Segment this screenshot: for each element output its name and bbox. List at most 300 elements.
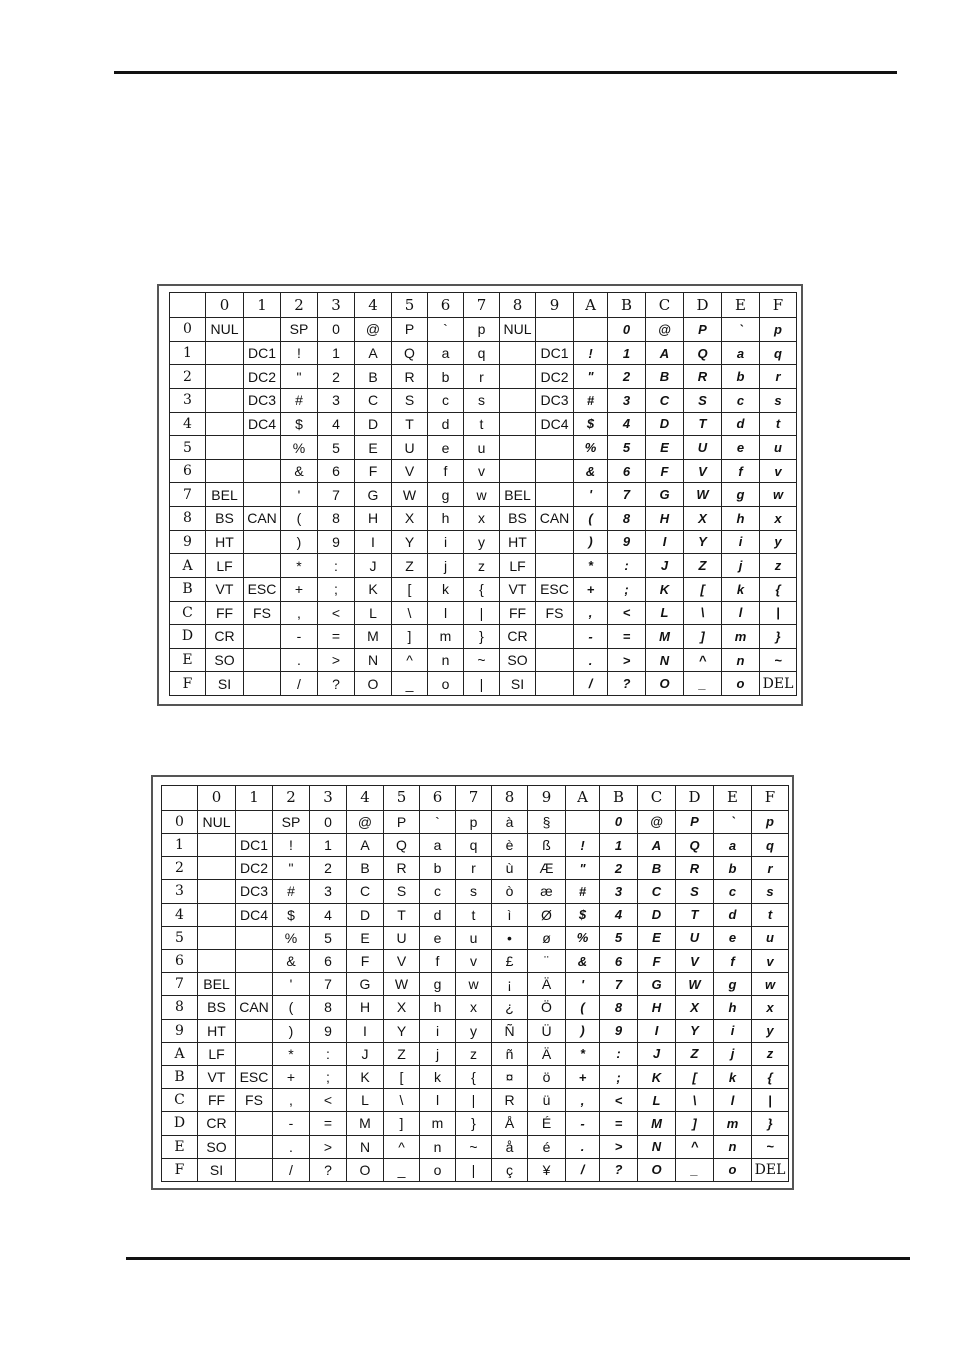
column-header: A xyxy=(566,786,600,811)
code-cell: ; xyxy=(318,577,355,601)
code-cell: J xyxy=(646,554,684,578)
code-cell: SO xyxy=(198,1135,236,1158)
code-cell: 4 xyxy=(318,412,355,436)
code-cell: ì xyxy=(492,903,528,926)
code-cell: a xyxy=(420,833,456,856)
code-cell: e xyxy=(722,436,760,460)
code-cell: u xyxy=(760,436,797,460)
row-header: 1 xyxy=(170,341,206,365)
code-cell: N xyxy=(638,1135,676,1158)
code-cell xyxy=(536,648,574,672)
code-cell xyxy=(536,672,574,696)
code-cell: HT xyxy=(206,530,244,554)
code-cell xyxy=(244,625,281,649)
code-cell: , xyxy=(566,1089,600,1112)
code-cell: 2 xyxy=(310,857,347,880)
code-cell xyxy=(500,412,536,436)
code-cell: j xyxy=(428,554,464,578)
code-cell: A xyxy=(638,833,676,856)
code-cell: t xyxy=(456,903,492,926)
code-cell: D xyxy=(646,412,684,436)
corner-cell xyxy=(162,786,198,811)
code-cell: s xyxy=(456,880,492,903)
code-cell: 6 xyxy=(608,459,646,483)
code-cell: Ñ xyxy=(492,1019,528,1042)
table-row xyxy=(162,1065,789,1088)
table-row xyxy=(170,601,797,625)
column-header: E xyxy=(722,293,760,318)
column-header: C xyxy=(646,293,684,318)
code-cell: ß xyxy=(528,833,566,856)
code-cell: g xyxy=(420,973,456,996)
row-header: 3 xyxy=(162,880,198,903)
code-cell: DC3 xyxy=(244,389,281,413)
code-cell: T xyxy=(676,903,714,926)
code-cell: > xyxy=(600,1135,638,1158)
code-cell xyxy=(198,833,236,856)
code-cell: ø xyxy=(528,926,566,949)
code-cell xyxy=(236,1158,273,1181)
code-cell: r xyxy=(456,857,492,880)
code-cell: • xyxy=(492,926,528,949)
code-cell: ' xyxy=(574,483,608,507)
code-cell: 0 xyxy=(608,318,646,342)
row-header: 9 xyxy=(170,530,206,554)
code-cell: S xyxy=(684,389,722,413)
code-cell: < xyxy=(318,601,355,625)
code-cell: G xyxy=(646,483,684,507)
code-cell: k xyxy=(420,1065,456,1088)
code-cell: f xyxy=(420,949,456,972)
row-header: A xyxy=(170,554,206,578)
code-cell xyxy=(206,341,244,365)
code-cell: x xyxy=(456,996,492,1019)
code-cell: I xyxy=(355,530,392,554)
code-cell: | xyxy=(752,1089,789,1112)
code-cell: FF xyxy=(198,1089,236,1112)
code-cell: + xyxy=(273,1065,310,1088)
code-cell xyxy=(500,341,536,365)
code-cell: i xyxy=(428,530,464,554)
code-cell: y xyxy=(752,1019,789,1042)
code-cell: G xyxy=(347,973,384,996)
code-cell: B xyxy=(347,857,384,880)
code-cell: e xyxy=(428,436,464,460)
row-header: 2 xyxy=(162,857,198,880)
code-cell xyxy=(244,483,281,507)
code-cell: L xyxy=(347,1089,384,1112)
code-cell: S xyxy=(392,389,428,413)
code-cell: g xyxy=(722,483,760,507)
code-cell: SI xyxy=(206,672,244,696)
code-cell: f xyxy=(428,459,464,483)
code-cell: U xyxy=(392,436,428,460)
code-cell: 1 xyxy=(310,833,347,856)
code-cell xyxy=(236,1112,273,1135)
code-cell: I xyxy=(347,1019,384,1042)
column-header: 0 xyxy=(198,786,236,811)
code-cell: h xyxy=(420,996,456,1019)
code-cell: ESC xyxy=(536,577,574,601)
code-cell: K xyxy=(638,1065,676,1088)
table-row xyxy=(162,949,789,972)
row-header: F xyxy=(162,1158,198,1181)
code-cell: z xyxy=(752,1042,789,1065)
code-cell: FF xyxy=(500,601,536,625)
code-cell: { xyxy=(464,577,500,601)
code-cell: d xyxy=(420,903,456,926)
code-cell: p xyxy=(752,810,789,833)
code-cell: CAN xyxy=(244,507,281,531)
code-cell: M xyxy=(347,1112,384,1135)
code-cell: $ xyxy=(566,903,600,926)
column-header: 8 xyxy=(500,293,536,318)
code-cell: LF xyxy=(198,1042,236,1065)
row-header: 0 xyxy=(162,810,198,833)
code-cell: . xyxy=(273,1135,310,1158)
code-cell: # xyxy=(574,389,608,413)
code-cell: v xyxy=(760,459,797,483)
code-cell: " xyxy=(273,857,310,880)
code-cell: R xyxy=(384,857,420,880)
code-cell: ¤ xyxy=(492,1065,528,1088)
code-cell: 9 xyxy=(600,1019,638,1042)
column-header: 9 xyxy=(528,786,566,811)
row-header: 1 xyxy=(162,833,198,856)
column-header: 6 xyxy=(420,786,456,811)
code-cell: ] xyxy=(676,1112,714,1135)
code-cell: Ø xyxy=(528,903,566,926)
code-cell: 8 xyxy=(600,996,638,1019)
code-cell: \ xyxy=(384,1089,420,1112)
code-cell: ) xyxy=(574,530,608,554)
table-row xyxy=(170,625,797,649)
code-cell: S xyxy=(676,880,714,903)
code-cell: $ xyxy=(281,412,318,436)
code-cell: @ xyxy=(347,810,384,833)
table-row xyxy=(170,530,797,554)
code-cell: ) xyxy=(281,530,318,554)
code-cell: b xyxy=(722,365,760,389)
code-cell: ` xyxy=(722,318,760,342)
code-cell: - xyxy=(566,1112,600,1135)
code-cell: b xyxy=(428,365,464,389)
code-cell: * xyxy=(574,554,608,578)
code-cell: | xyxy=(464,672,500,696)
code-cell: n xyxy=(420,1135,456,1158)
code-cell: H xyxy=(638,996,676,1019)
column-header: 1 xyxy=(244,293,281,318)
code-cell: X xyxy=(684,507,722,531)
row-header: 6 xyxy=(170,459,206,483)
code-cell: K xyxy=(347,1065,384,1088)
code-cell: > xyxy=(318,648,355,672)
row-header: 5 xyxy=(162,926,198,949)
code-cell xyxy=(500,436,536,460)
code-cell: r xyxy=(760,365,797,389)
table-row xyxy=(170,554,797,578)
code-cell: Z xyxy=(392,554,428,578)
code-cell: = xyxy=(600,1112,638,1135)
code-cell: [ xyxy=(676,1065,714,1088)
code-cell: & xyxy=(281,459,318,483)
code-cell xyxy=(536,625,574,649)
column-header: 4 xyxy=(347,786,384,811)
code-cell: L xyxy=(646,601,684,625)
code-cell: c xyxy=(714,880,752,903)
code-cell: / xyxy=(566,1158,600,1181)
code-cell: [ xyxy=(392,577,428,601)
code-cell: a xyxy=(722,341,760,365)
code-cell: Z xyxy=(676,1042,714,1065)
code-cell: ] xyxy=(384,1112,420,1135)
code-cell: - xyxy=(574,625,608,649)
code-cell: - xyxy=(273,1112,310,1135)
code-cell xyxy=(198,903,236,926)
code-cell: C xyxy=(347,880,384,903)
code-cell xyxy=(536,459,574,483)
code-cell: A xyxy=(347,833,384,856)
code-cell: m xyxy=(428,625,464,649)
code-cell xyxy=(244,459,281,483)
code-cell: à xyxy=(492,810,528,833)
code-cell: = xyxy=(318,625,355,649)
code-cell: G xyxy=(638,973,676,996)
row-header: 5 xyxy=(170,436,206,460)
code-cell: ; xyxy=(608,577,646,601)
table-row xyxy=(162,880,789,903)
code-cell: 2 xyxy=(600,857,638,880)
code-cell: R xyxy=(684,365,722,389)
code-cell: o xyxy=(428,672,464,696)
code-cell: " xyxy=(281,365,318,389)
header-row xyxy=(162,786,789,811)
code-cell: 9 xyxy=(318,530,355,554)
code-cell: \ xyxy=(676,1089,714,1112)
code-cell: ` xyxy=(714,810,752,833)
code-cell: Ä xyxy=(528,973,566,996)
code-cell: H xyxy=(355,507,392,531)
table-row xyxy=(170,507,797,531)
code-cell: 1 xyxy=(318,341,355,365)
code-cell: £ xyxy=(492,949,528,972)
column-header: D xyxy=(676,786,714,811)
code-cell: j xyxy=(714,1042,752,1065)
code-cell: ! xyxy=(281,341,318,365)
code-cell: v xyxy=(456,949,492,972)
character-code-table-1 xyxy=(169,292,797,696)
code-cell: D xyxy=(347,903,384,926)
code-cell: n xyxy=(428,648,464,672)
code-cell xyxy=(236,926,273,949)
code-cell: ~ xyxy=(456,1135,492,1158)
code-cell: [ xyxy=(384,1065,420,1088)
code-cell xyxy=(536,483,574,507)
column-header: D xyxy=(684,293,722,318)
code-cell: V xyxy=(392,459,428,483)
code-cell: CAN xyxy=(536,507,574,531)
code-cell: FS xyxy=(236,1089,273,1112)
code-cell: * xyxy=(566,1042,600,1065)
code-cell: _ xyxy=(384,1158,420,1181)
table-row xyxy=(170,672,797,696)
code-cell: Y xyxy=(676,1019,714,1042)
code-cell: 0 xyxy=(318,318,355,342)
code-cell: N xyxy=(355,648,392,672)
code-cell: ¥ xyxy=(528,1158,566,1181)
code-cell: $ xyxy=(273,903,310,926)
code-cell: ; xyxy=(310,1065,347,1088)
code-cell: F xyxy=(355,459,392,483)
row-header: 8 xyxy=(162,996,198,1019)
code-cell: SP xyxy=(281,318,318,342)
code-cell: DC1 xyxy=(536,341,574,365)
code-cell: P xyxy=(684,318,722,342)
code-cell: < xyxy=(310,1089,347,1112)
code-cell: t xyxy=(464,412,500,436)
code-cell: : xyxy=(318,554,355,578)
code-cell: h xyxy=(714,996,752,1019)
code-cell: | xyxy=(760,601,797,625)
code-cell xyxy=(206,412,244,436)
row-header: 8 xyxy=(170,507,206,531)
code-cell: O xyxy=(646,672,684,696)
code-cell: ç xyxy=(492,1158,528,1181)
table-row xyxy=(162,973,789,996)
code-cell: F xyxy=(347,949,384,972)
code-cell: 2 xyxy=(318,365,355,389)
code-cell: ü xyxy=(528,1089,566,1112)
code-cell: 7 xyxy=(608,483,646,507)
code-cell: c xyxy=(428,389,464,413)
row-header: B xyxy=(170,577,206,601)
code-cell: 2 xyxy=(608,365,646,389)
code-cell xyxy=(198,880,236,903)
code-cell: W xyxy=(392,483,428,507)
column-header: 3 xyxy=(318,293,355,318)
column-header: 7 xyxy=(464,293,500,318)
code-cell: E xyxy=(355,436,392,460)
code-cell: x xyxy=(464,507,500,531)
code-cell: C xyxy=(355,389,392,413)
code-cell: 3 xyxy=(608,389,646,413)
code-cell: § xyxy=(528,810,566,833)
code-cell: O xyxy=(638,1158,676,1181)
code-cell: 7 xyxy=(600,973,638,996)
code-cell: HT xyxy=(198,1019,236,1042)
code-cell: # xyxy=(281,389,318,413)
code-cell: k xyxy=(722,577,760,601)
code-cell: T xyxy=(684,412,722,436)
code-cell: CR xyxy=(198,1112,236,1135)
code-cell: # xyxy=(273,880,310,903)
code-cell: & xyxy=(574,459,608,483)
code-cell: FS xyxy=(244,601,281,625)
code-cell: BEL xyxy=(198,973,236,996)
row-header: C xyxy=(170,601,206,625)
code-cell: { xyxy=(752,1065,789,1088)
code-cell xyxy=(236,949,273,972)
header-rule xyxy=(114,71,897,74)
code-cell: b xyxy=(714,857,752,880)
code-cell: , xyxy=(574,601,608,625)
code-cell: + xyxy=(574,577,608,601)
code-cell: N xyxy=(347,1135,384,1158)
code-cell: 6 xyxy=(600,949,638,972)
code-cell: : xyxy=(608,554,646,578)
code-cell: SO xyxy=(206,648,244,672)
row-header: F xyxy=(170,672,206,696)
code-cell: M xyxy=(646,625,684,649)
code-cell: s xyxy=(760,389,797,413)
code-cell: d xyxy=(714,903,752,926)
code-cell: \ xyxy=(684,601,722,625)
code-cell: ò xyxy=(492,880,528,903)
code-cell: ¿ xyxy=(492,996,528,1019)
code-cell: o xyxy=(714,1158,752,1181)
code-cell: FF xyxy=(206,601,244,625)
code-cell: B xyxy=(646,365,684,389)
row-header: D xyxy=(162,1112,198,1135)
column-header: 0 xyxy=(206,293,244,318)
code-cell: % xyxy=(281,436,318,460)
code-cell: É xyxy=(528,1112,566,1135)
code-cell: BS xyxy=(206,507,244,531)
code-cell: ¨ xyxy=(528,949,566,972)
code-cell: + xyxy=(566,1065,600,1088)
code-cell: / xyxy=(273,1158,310,1181)
code-cell: 4 xyxy=(600,903,638,926)
code-cell: V xyxy=(684,459,722,483)
code-cell: f xyxy=(722,459,760,483)
table-row xyxy=(162,1019,789,1042)
code-cell: ? xyxy=(310,1158,347,1181)
code-cell: @ xyxy=(638,810,676,833)
table-row xyxy=(170,412,797,436)
code-cell: n xyxy=(722,648,760,672)
code-cell: 3 xyxy=(310,880,347,903)
code-cell: t xyxy=(752,903,789,926)
code-cell xyxy=(536,318,574,342)
code-cell: LF xyxy=(206,554,244,578)
code-cell: $ xyxy=(574,412,608,436)
code-cell: " xyxy=(566,857,600,880)
code-cell: ` xyxy=(428,318,464,342)
code-cell xyxy=(236,973,273,996)
code-cell: DEL xyxy=(752,1158,789,1181)
code-cell: F xyxy=(638,949,676,972)
table-row xyxy=(162,857,789,880)
code-cell: p xyxy=(456,810,492,833)
column-header: 4 xyxy=(355,293,392,318)
code-cell: ? xyxy=(600,1158,638,1181)
code-cell: k xyxy=(714,1065,752,1088)
code-cell: q xyxy=(464,341,500,365)
code-cell: ( xyxy=(273,996,310,1019)
code-cell: A xyxy=(646,341,684,365)
column-header: 5 xyxy=(392,293,428,318)
code-cell: | xyxy=(456,1158,492,1181)
table-row xyxy=(170,577,797,601)
code-cell: s xyxy=(464,389,500,413)
code-cell: ] xyxy=(392,625,428,649)
table-row xyxy=(170,389,797,413)
code-cell: / xyxy=(574,672,608,696)
code-cell: x xyxy=(752,996,789,1019)
row-header: 7 xyxy=(162,973,198,996)
code-cell: ~ xyxy=(752,1135,789,1158)
code-cell: CAN xyxy=(236,996,273,1019)
